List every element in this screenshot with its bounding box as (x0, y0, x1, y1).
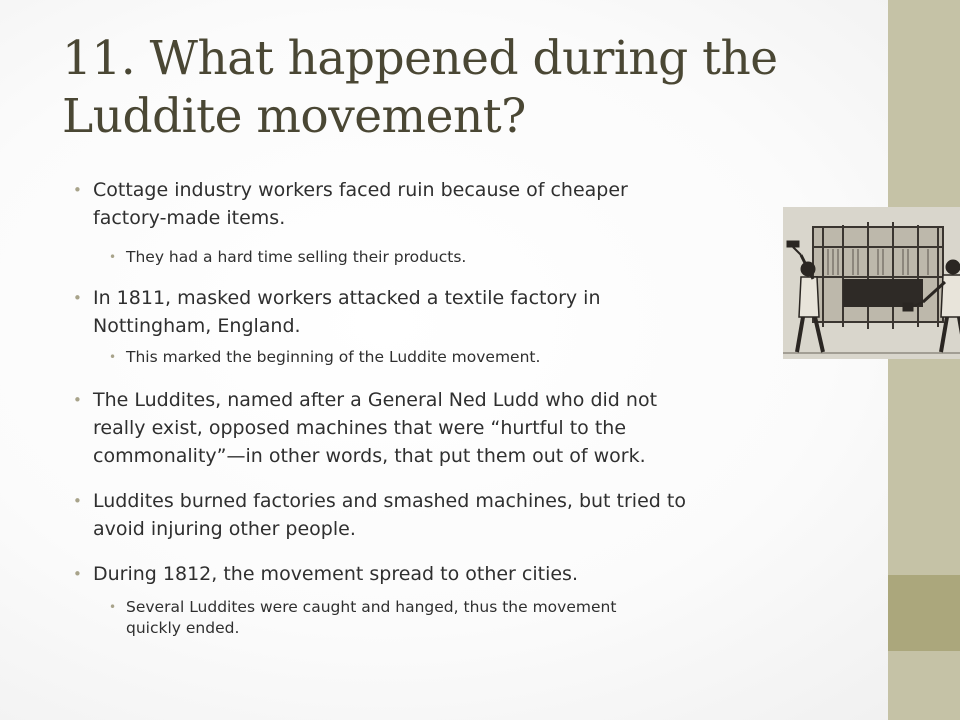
bullet-line: During 1812, the movement spread to other cities. (93, 563, 578, 585)
bullet-line: avoid injuring other people. (93, 518, 356, 540)
bullet-dot-icon: • (109, 350, 117, 364)
bullet-line: This marked the beginning of the Luddite movement. (126, 348, 541, 366)
bullet-item (73, 284, 601, 340)
sidebar-accent-block (888, 575, 960, 651)
bullet-dot-icon: • (73, 391, 82, 409)
engraving-illustration (783, 207, 960, 359)
bullet-line: Several Luddites were caught and hanged, thus the movement (126, 598, 617, 616)
bullet-line: In 1811, masked workers attacked a textile factory in (93, 287, 601, 309)
bullet-line: The Luddites, named after a General Ned Ludd who did not (93, 389, 658, 411)
bullet-line: commonality”—in other words, that put them out of work. (93, 445, 646, 467)
slide-title-line-1: 11. What happened during the (62, 31, 778, 86)
bullet-line: really exist, opposed machines that were “hurtful to the (93, 417, 627, 439)
bullet-item (73, 386, 658, 470)
luddite-engraving-image (783, 207, 960, 359)
bullet-item (73, 487, 686, 543)
bullet-item (73, 176, 628, 232)
bullet-dot-icon: • (73, 565, 82, 583)
bullet-line: Nottingham, England. (93, 315, 301, 337)
bullet-dot-icon: • (73, 492, 82, 510)
bullet-line: quickly ended. (126, 619, 240, 637)
bullet-line: Cottage industry workers faced ruin because of cheaper (93, 179, 628, 201)
sub-bullet-item (109, 347, 541, 368)
slide-title-line-2: Luddite movement? (62, 89, 526, 144)
bullet-item (73, 560, 578, 588)
bullet-dot-icon: • (73, 289, 82, 307)
bullet-line: They had a hard time selling their products. (126, 248, 467, 266)
bullet-dot-icon: • (73, 181, 82, 199)
sub-bullet-item (109, 597, 617, 639)
bullet-dot-icon: • (109, 600, 117, 614)
bullet-line: factory-made items. (93, 207, 286, 229)
sub-bullet-item (109, 247, 467, 268)
bullet-dot-icon: • (109, 250, 117, 264)
bullet-line: Luddites burned factories and smashed machines, but tried to (93, 490, 686, 512)
